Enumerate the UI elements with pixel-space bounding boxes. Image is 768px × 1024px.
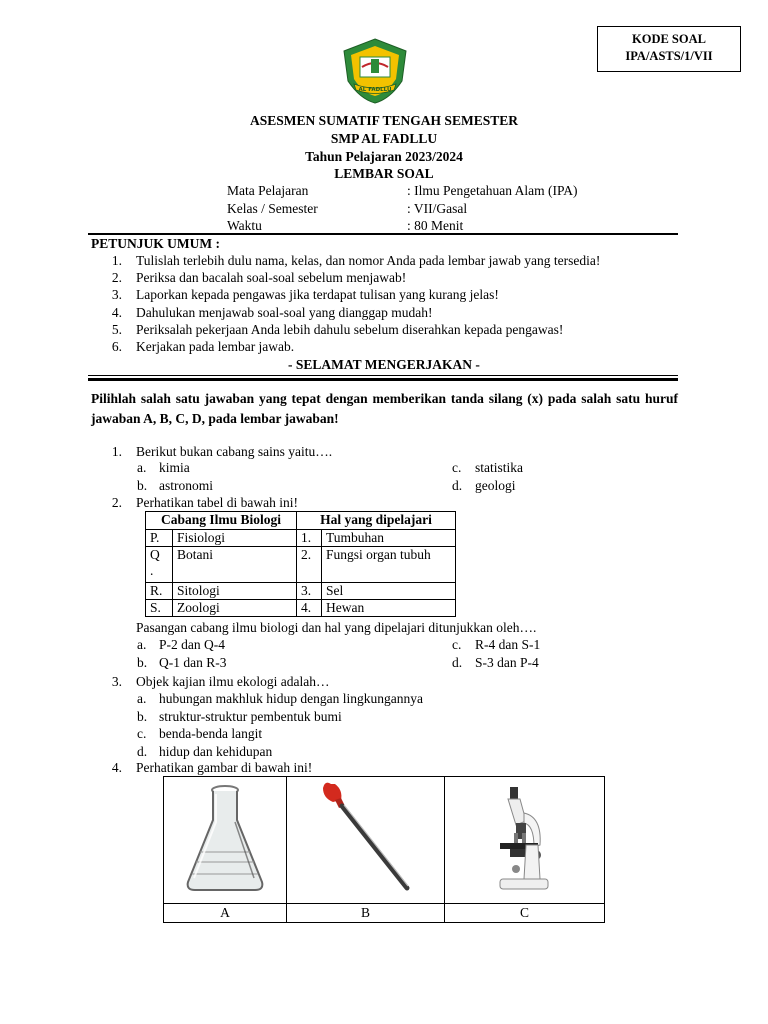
table-row: P. Fisiologi 1. Tumbuhan — [146, 530, 456, 547]
petunjuk-title: PETUNJUK UMUM : — [91, 236, 220, 251]
option-a: a. — [137, 637, 147, 652]
image-table — [163, 776, 605, 923]
kode-soal-box — [597, 26, 741, 72]
option-text: benda-benda langit — [159, 726, 263, 741]
list-item: 1. Tulislah terlebih dulu nama, kelas, dan nomor Anda pada lembar jawab yang tersedia! — [111, 253, 601, 268]
question-2-followup: Pasangan cabang ilmu biologi dan hal yang dipelajari ditunjukkan oleh…. — [136, 620, 537, 635]
table-row: R. Sitologi 3. Sel — [146, 583, 456, 600]
table-row: S. Zoologi 4. Hewan — [146, 600, 456, 617]
divider — [88, 378, 678, 381]
closing-text: - SELAMAT MENGERJAKAN - — [288, 357, 480, 372]
biology-table — [145, 511, 456, 617]
option-b: b. — [137, 655, 148, 670]
option-b: b. — [137, 709, 148, 724]
kode-soal-code: IPA/ASTS/1/VII — [625, 49, 713, 63]
option-a: a. — [137, 691, 147, 706]
option-c: c. — [452, 637, 462, 652]
kode-soal-label: KODE SOAL — [632, 32, 706, 46]
option-text: P-2 dan Q-4 — [159, 637, 225, 652]
meta-label: Mata Pelajaran — [227, 183, 309, 198]
option-text: S-3 dan P-4 — [475, 655, 539, 670]
image-cell-c — [445, 777, 605, 904]
option-text: geologi — [475, 478, 516, 493]
list-item: 6. Kerjakan pada lembar jawab. — [111, 339, 295, 354]
pipette-icon — [311, 778, 421, 898]
exam-title: ASESMEN SUMATIF TENGAH SEMESTER — [250, 113, 518, 128]
image-label: A — [164, 904, 287, 923]
option-text: astronomi — [159, 478, 213, 493]
answer-instruction: Pilihlah salah satu jawaban yang tepat dengan memberikan tanda silang (x) pada salah satu huruf jawaban A, B, C, D, pada lembar jawaban! — [91, 391, 678, 426]
meta-value: : Ilmu Pengetahuan Alam (IPA) — [407, 183, 578, 198]
academic-year: Tahun Pelajaran 2023/2024 — [305, 149, 463, 164]
image-cell-a — [164, 777, 287, 904]
school-name: SMP AL FADLLU — [330, 131, 438, 146]
table-header-row — [146, 512, 456, 530]
option-text: statistika — [475, 460, 523, 475]
option-d: d. — [452, 478, 463, 493]
meta-value: : VII/Gasal — [407, 201, 468, 216]
list-item: 5. Periksalah pekerjaan Anda lebih dahulu sebelum diserahkan kepada pengawas! — [111, 322, 564, 337]
option-a: a. — [137, 460, 147, 475]
option-text: hubungan makhluk hidup dengan lingkungannya — [159, 691, 423, 706]
image-label: C — [445, 904, 605, 923]
option-b: b. — [137, 478, 148, 493]
option-text: hidup dan kehidupan — [159, 744, 273, 759]
option-text: R-4 dan S-1 — [475, 637, 541, 652]
list-item: 2. Periksa dan bacalah soal-soal sebelum menjawab! — [111, 270, 407, 285]
table-header: Cabang Ilmu Biologi — [146, 512, 297, 530]
erlenmeyer-flask-icon — [180, 782, 270, 894]
image-label: B — [287, 904, 445, 923]
meta-value: : 80 Menit — [407, 218, 464, 233]
sheet-title: LEMBAR SOAL — [334, 166, 434, 181]
option-text: struktur-struktur pembentuk bumi — [159, 709, 342, 724]
option-c: c. — [137, 726, 147, 741]
option-d: d. — [452, 655, 463, 670]
option-d: d. — [137, 744, 148, 759]
logo-banner-text: AL FADLLU — [358, 87, 392, 93]
meta-label: Waktu — [227, 218, 262, 233]
option-text: Q-1 dan R-3 — [159, 655, 227, 670]
table-row: Q . Botani 2. Fungsi organ tubuh — [146, 547, 456, 583]
table-header: Hal yang dipelajari — [297, 512, 456, 530]
divider — [88, 375, 678, 376]
list-item: 4. Dahulukan menjawab soal-soal yang dianggap mudah! — [111, 305, 433, 320]
microscope-icon — [490, 783, 560, 893]
meta-label: Kelas / Semester — [227, 201, 318, 216]
option-text: kimia — [159, 460, 190, 475]
image-cell-b — [287, 777, 445, 904]
school-emblem-icon — [338, 37, 412, 105]
list-item: 3. Laporkan kepada pengawas jika terdapat tulisan yang kurang jelas! — [111, 287, 499, 302]
option-c: c. — [452, 460, 462, 475]
